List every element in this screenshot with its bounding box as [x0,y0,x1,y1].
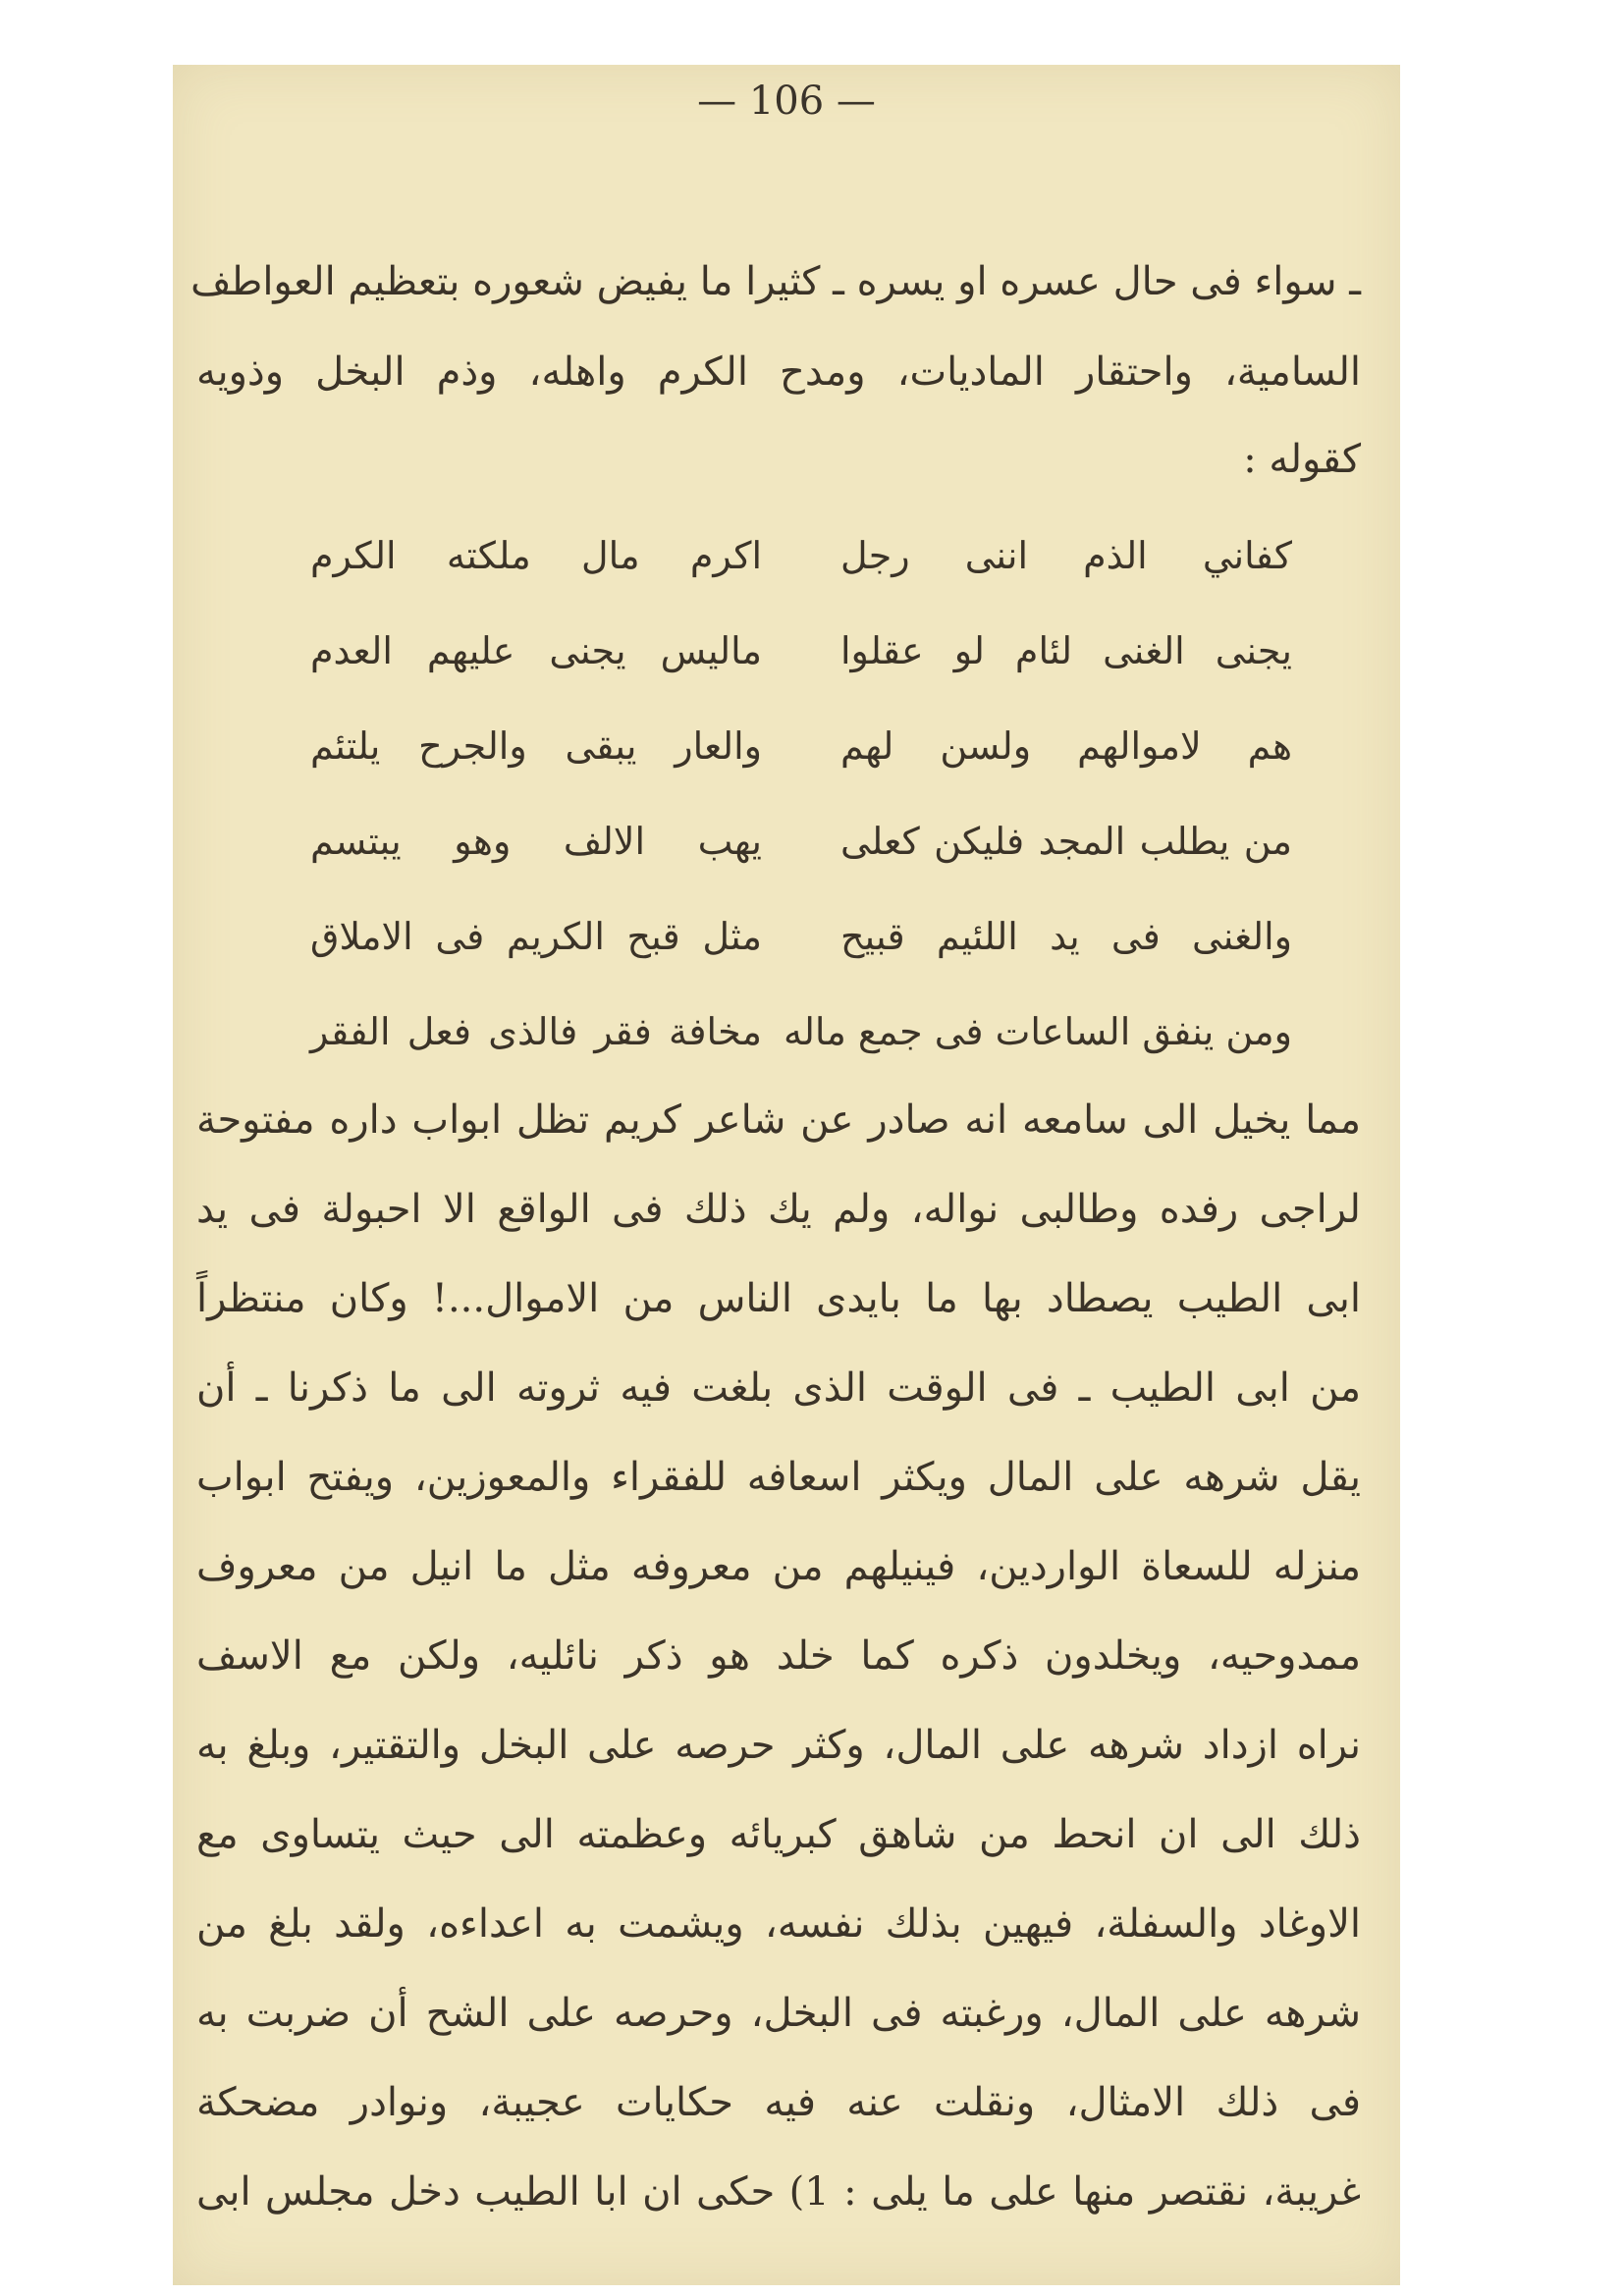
body-line-13: غريبة، نقتصر منها على ما يلى : 1) حكى ان ابا الطيب دخل مجلس ابى [196,2169,1361,2215]
intro-line-1: ـ سواء فى حال عسره او يسره ـ كثيرا ما يفيض شعوره بتعظيم العواطف [190,259,1361,304]
body-line-3: ابى الطيب يصطاد بها ما بايدى الناس من الاموال...! وكان منتظراً [196,1276,1361,1321]
intro-line-3: كقوله : [1243,437,1361,482]
page-number: — 106 — [697,79,876,124]
verse-2-first-hemistich: يجنى الغنى لئام لو عقلوا [840,629,1292,672]
verse-3-first-hemistich: هم لاموالهم ولسن لهم [840,724,1292,768]
body-line-8: نراه ازداد شرهه على المال، وكثر حرصه على البخل والتقتير، وبلغ به [196,1723,1361,1768]
verse-3-second-hemistich: والعار يبقى والجرح يلتئم [310,724,762,768]
verse-6-first-hemistich: ومن ينفق الساعات فى جمع ماله [783,1010,1292,1053]
verse-5 [310,905,1292,968]
verse-5-second-hemistich: مثل قبح الكريم فى الاملاق [310,915,762,958]
verse-3 [310,715,1292,777]
verse-2 [310,619,1292,682]
intro-line-2: السامية، واحتقار الماديات، ومدح الكرم واهله، وذم البخل وذويه [196,349,1361,395]
verse-1-first-hemistich: كفاني الذم اننى رجل [840,534,1292,577]
book-page [173,65,1400,2285]
body-line-10: الاوغاد والسفلة، فيهين بذلك نفسه، ويشمت به اعداءه، ولقد بلغ من [196,1901,1361,1947]
verse-2-second-hemistich: ماليس يجنى عليهم العدم [310,629,762,672]
verse-1-second-hemistich: اكرم مال ملكته الكرم [310,534,762,577]
verse-6 [310,1000,1292,1063]
body-line-6: منزله للسعاة الواردين، فينيلهم من معروفه مثل ما انيل من معروف [196,1544,1361,1589]
body-line-12: فى ذلك الامثال، ونقلت عنه فيه حكايات عجيبة، ونوادر مضحكة [196,2080,1361,2125]
body-line-1: مما يخيل الى سامعه انه صادر عن شاعر كريم تظل ابواب داره مفتوحة [196,1097,1361,1143]
verse-5-first-hemistich: والغنى فى يد اللئيم قبيح [840,915,1292,958]
verse-1 [310,524,1292,587]
body-line-11: شرهه على المال، ورغبته فى البخل، وحرصه على الشح أن ضربت به [196,1991,1361,2036]
body-line-9: ذلك الى ان انحط من شاهق كبريائه وعظمته الى حيث يتساوى مع [196,1812,1361,1857]
body-line-2: لراجى رفده وطالبى نواله، ولم يك ذلك فى الواقع الا احبولة فى يد [196,1187,1361,1232]
body-line-7: ممدوحيه، ويخلدون ذكره كما خلد هو ذكر نائليه، ولكن مع الاسف [196,1633,1361,1679]
body-line-4: من ابى الطيب ـ فى الوقت الذى بلغت فيه ثروته الى ما ذكرنا ـ أن [196,1365,1362,1411]
verse-4 [310,810,1292,873]
body-line-5: يقل شرهه على المال ويكثر اسعافه للفقراء والمعوزين، ويفتح ابواب [196,1455,1361,1500]
verse-6-second-hemistich: مخافة فقر فالذى فعل الفقر [310,1010,762,1053]
verse-4-second-hemistich: يهب الالف وهو يبتسم [310,820,762,863]
verse-4-first-hemistich: من يطلب المجد فليكن كعلى [840,820,1292,863]
